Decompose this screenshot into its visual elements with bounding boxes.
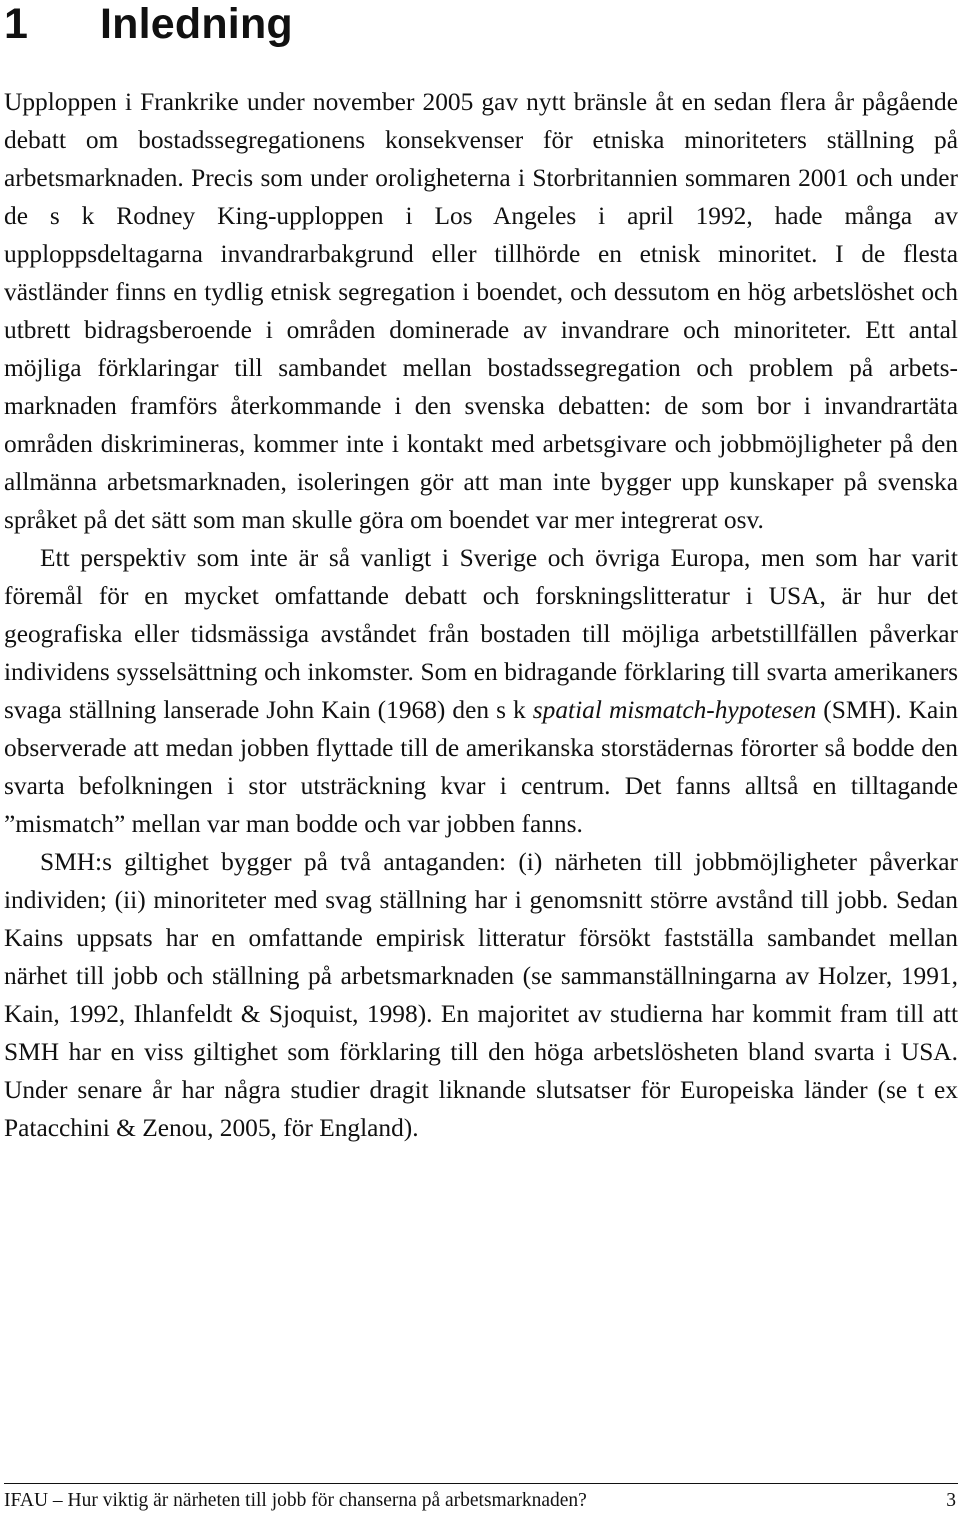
paragraph-2-emphasis: spatial mismatch-hypotesen [532, 696, 817, 724]
footer-rule [4, 1483, 958, 1484]
paragraph-3-text: SMH:s giltighet bygger på två antaganden: (i) närheten till jobbmöjligheter påverkar individen; (ii) minoriteter med svag ställning har i genomsnitt större avstånd till jobb. Sedan Kains uppsats har en omfattande empirisk litteratur försökt fastställa sambandet mellan närhet till jobb och ställning på arbetsmarknaden (se sammanställningarna av Holzer, 1991, Kain, 1992, Ihlanfeldt & Sjoquist, 1998). En majoritet av studierna har kommit fram till att SMH har en viss giltighet som förklaring till den höga arbetslösheten bland svarta i USA. Under senare år har några studier dragit liknande slutsatser för Europeiska länder (se t ex Patacchini & Zenou, 2005, för England). [4, 848, 958, 1142]
chapter-title: Inledning [100, 0, 293, 48]
paragraph-2-text-end: (SMH). Kain observerade att medan jobben flyttade till de amerikanska storstädernas förorter så bodde den svarta befolkningen i stor utsträckning kvar i centrum. Det fanns alltså en tilltagande ”mismatch” mellan var man bodde och var jobben fanns. [4, 696, 959, 838]
page-footer [4, 1490, 958, 1512]
chapter-number: 1 [4, 0, 29, 48]
footer-title: IFAU – Hur viktig är närheten till jobb för chanserna på arbetsmarknaden? [4, 1490, 587, 1511]
page-number: 3 [946, 1490, 956, 1511]
paragraph-2 [4, 539, 958, 843]
paragraph-3 [4, 843, 958, 1147]
paragraph-2-text-start: Ett perspektiv som inte är så vanligt i Sverige och övriga Europa, men som har varit föremål för en mycket omfattande debatt och forskningslitteratur i USA, är hur det geografiska eller tidsmässiga avståndet från bostaden till möjliga arbetstillfällen påverkar individens sysselsättning och inkomster. Som en bidragande förklaring till svarta amerikaners svaga ställning lanserade John Kain (1968) den s k [4, 544, 958, 724]
chapter-heading [4, 0, 293, 52]
paragraph-1 [4, 83, 958, 539]
body-text [4, 83, 958, 1147]
paragraph-1-text: Upploppen i Frankrike under november 2005 gav nytt bränsle åt en sedan flera år pågående debatt om bostadssegregationens konsekvenser för etniska minoriteters ställning på arbetsmarknaden. Precis som under oroligheterna i Storbritannien sommaren 2001 och under de s k Rodney King-upploppen i Los Angeles i april 1992, hade många av upploppsdeltagarna invandrarbakgrund eller tillhörde en etnisk minoritet. I de flesta västländer finns en tydlig etnisk segregation i boendet, och dessutom en hög arbetslöshet och utbrett bidragsberoende i områden dominerade av invandrare och minoriteter. Ett antal möjliga förklaringar till sambandet mellan bostadssegregation och problem på arbetsmarknaden framförs återkommande i den svenska debatten: de som bor i invandrartäta områden diskrimineras, kommer inte i kontakt med arbetsgivare och jobbmöjligheter på den allmänna arbetsmarknaden, isoleringen gör att man inte bygger upp kunskaper på svenska språket på det sätt som man skulle göra om boendet var mer integrerat osv. [4, 88, 958, 534]
